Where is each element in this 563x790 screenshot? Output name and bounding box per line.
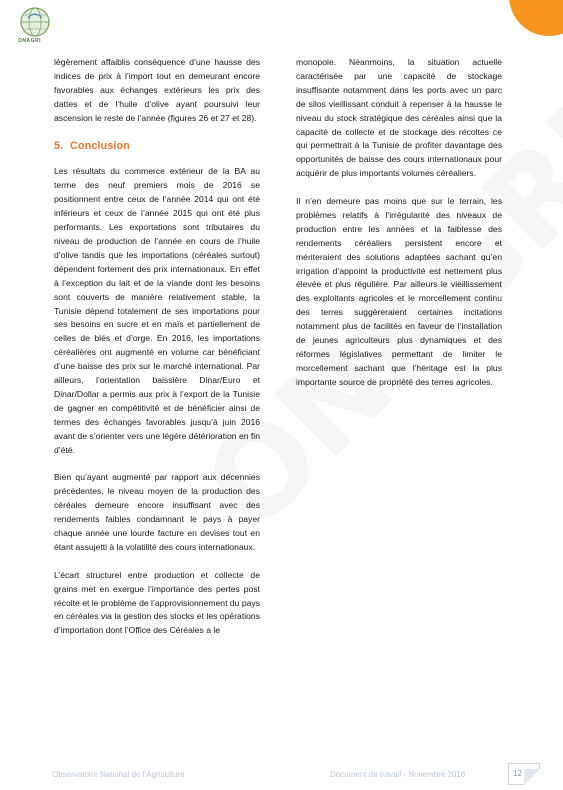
footer-organization: Observatoire National de l’Agriculture xyxy=(52,770,185,779)
corner-decoration xyxy=(509,0,563,36)
paragraph: Il n’en demeure pas moins que sur le terrain, les problèmes relatifs à l’irrégularité des niveaux de production entre les années et la faiblesse des rendements céréaliers persistent encore et mériteraient des solutions adaptées sachant qu’en irrigation d’appoint la productivité est nettement plus élevée et plus régulière. Par ailleurs le vieillissement des exploitants agricoles et le morcellement continu des terres suggèreraient certaines incitations notamment plus de facilités en faveur de l’installation de jeunes agriculteurs plus dynamiques et des réformes législatives permettant de limiter le morcellement sachant que l’héritage est la plus importante source de propriété des terres agricoles. xyxy=(296,196,502,387)
logo-text: ONAGRI xyxy=(18,38,41,44)
section-heading xyxy=(54,140,260,154)
section-number: 5. xyxy=(54,139,64,152)
page-number: 12 xyxy=(513,769,522,778)
paragraph: légèrement affaiblis conséquence d’une hausse des indices de prix à l’import tout en demeurant encore favorables aux échanges extérieurs les prix des dattes et de l’huile d’olive ayant poursuivi leur ascension le reste de l’année (figures 26 et 27 et 28). xyxy=(54,57,260,123)
paragraph: Les résultats du commerce extérieur de la BA au terme des neuf premiers mois de 2016 se positionnent entre ceux de l’année 2014 qui ont été inférieurs et ceux de l’année 2015 qui ont été plus performants. Les exportations sont tributaires du niveau de production de l’année en cours de l’huile d’olive tandis que les importations (céréales surtout) dépendent fortement des prix internationaux. En effet à l’exception du lait et de la viande dont les besoins sont couverts de manière relativement stable, la Tunisie dépend totalement de ses importations pour ses besoins en sucre et en maïs et partiellement de celles de blés et d’orge. En 2016, les importations céréalières ont augmenté en volume car bénéficiant d’une baisse des prix sur le marché international. Par ailleurs, l’orientation baissière Dinar/Euro et Dinar/Dollar a permis aux prix à l’export de la Tunisie de gagner en compétitivité et de bénéficier ainsi de termes des échanges favorables jusqu’à juin 2016 avant de s’orienter vers une légère détérioration en fin d’été. xyxy=(54,166,260,455)
page-number-box xyxy=(508,763,540,785)
left-column xyxy=(54,56,260,652)
footer-document: Document de travail - Novembre 2016 xyxy=(330,770,466,779)
paragraph: Bien qu’ayant augmenté par rapport aux décennies précédentes, le niveau moyen de la production des céréales demeure encore insuffisant avec des rendements faibles condamnant le pays à payer chaque année une lourde facture en devises tout en étant assujetti à la volatilité des cours internationaux. xyxy=(54,472,260,552)
section-title: Conclusion xyxy=(70,139,130,152)
paragraph: monopole. Néanmoins, la situation actuelle caractérisée par une capacité de stockage insuffisante notamment dans les ports avec un parc de silos vieillissant conduit à repenser à la hausse le niveau du stock stratégique des céréales ainsi que la capacité de collecte et de stockage des récoltes ce qui permettrait à la Tunisie de profiter davantage des opportunités de baisse des cours internationaux pour acquérir de plus importants volumes céréaliers. xyxy=(296,57,502,179)
paragraph: L’écart structurel entre production et collecte de grains met en exergue l’importance des pertes post récolte et le problème de l’approvisionnement du pays en céréales via la gestion des stocks et les opérations d’importation dont l’Office des Céréales a le xyxy=(54,569,260,636)
right-column xyxy=(296,56,502,404)
